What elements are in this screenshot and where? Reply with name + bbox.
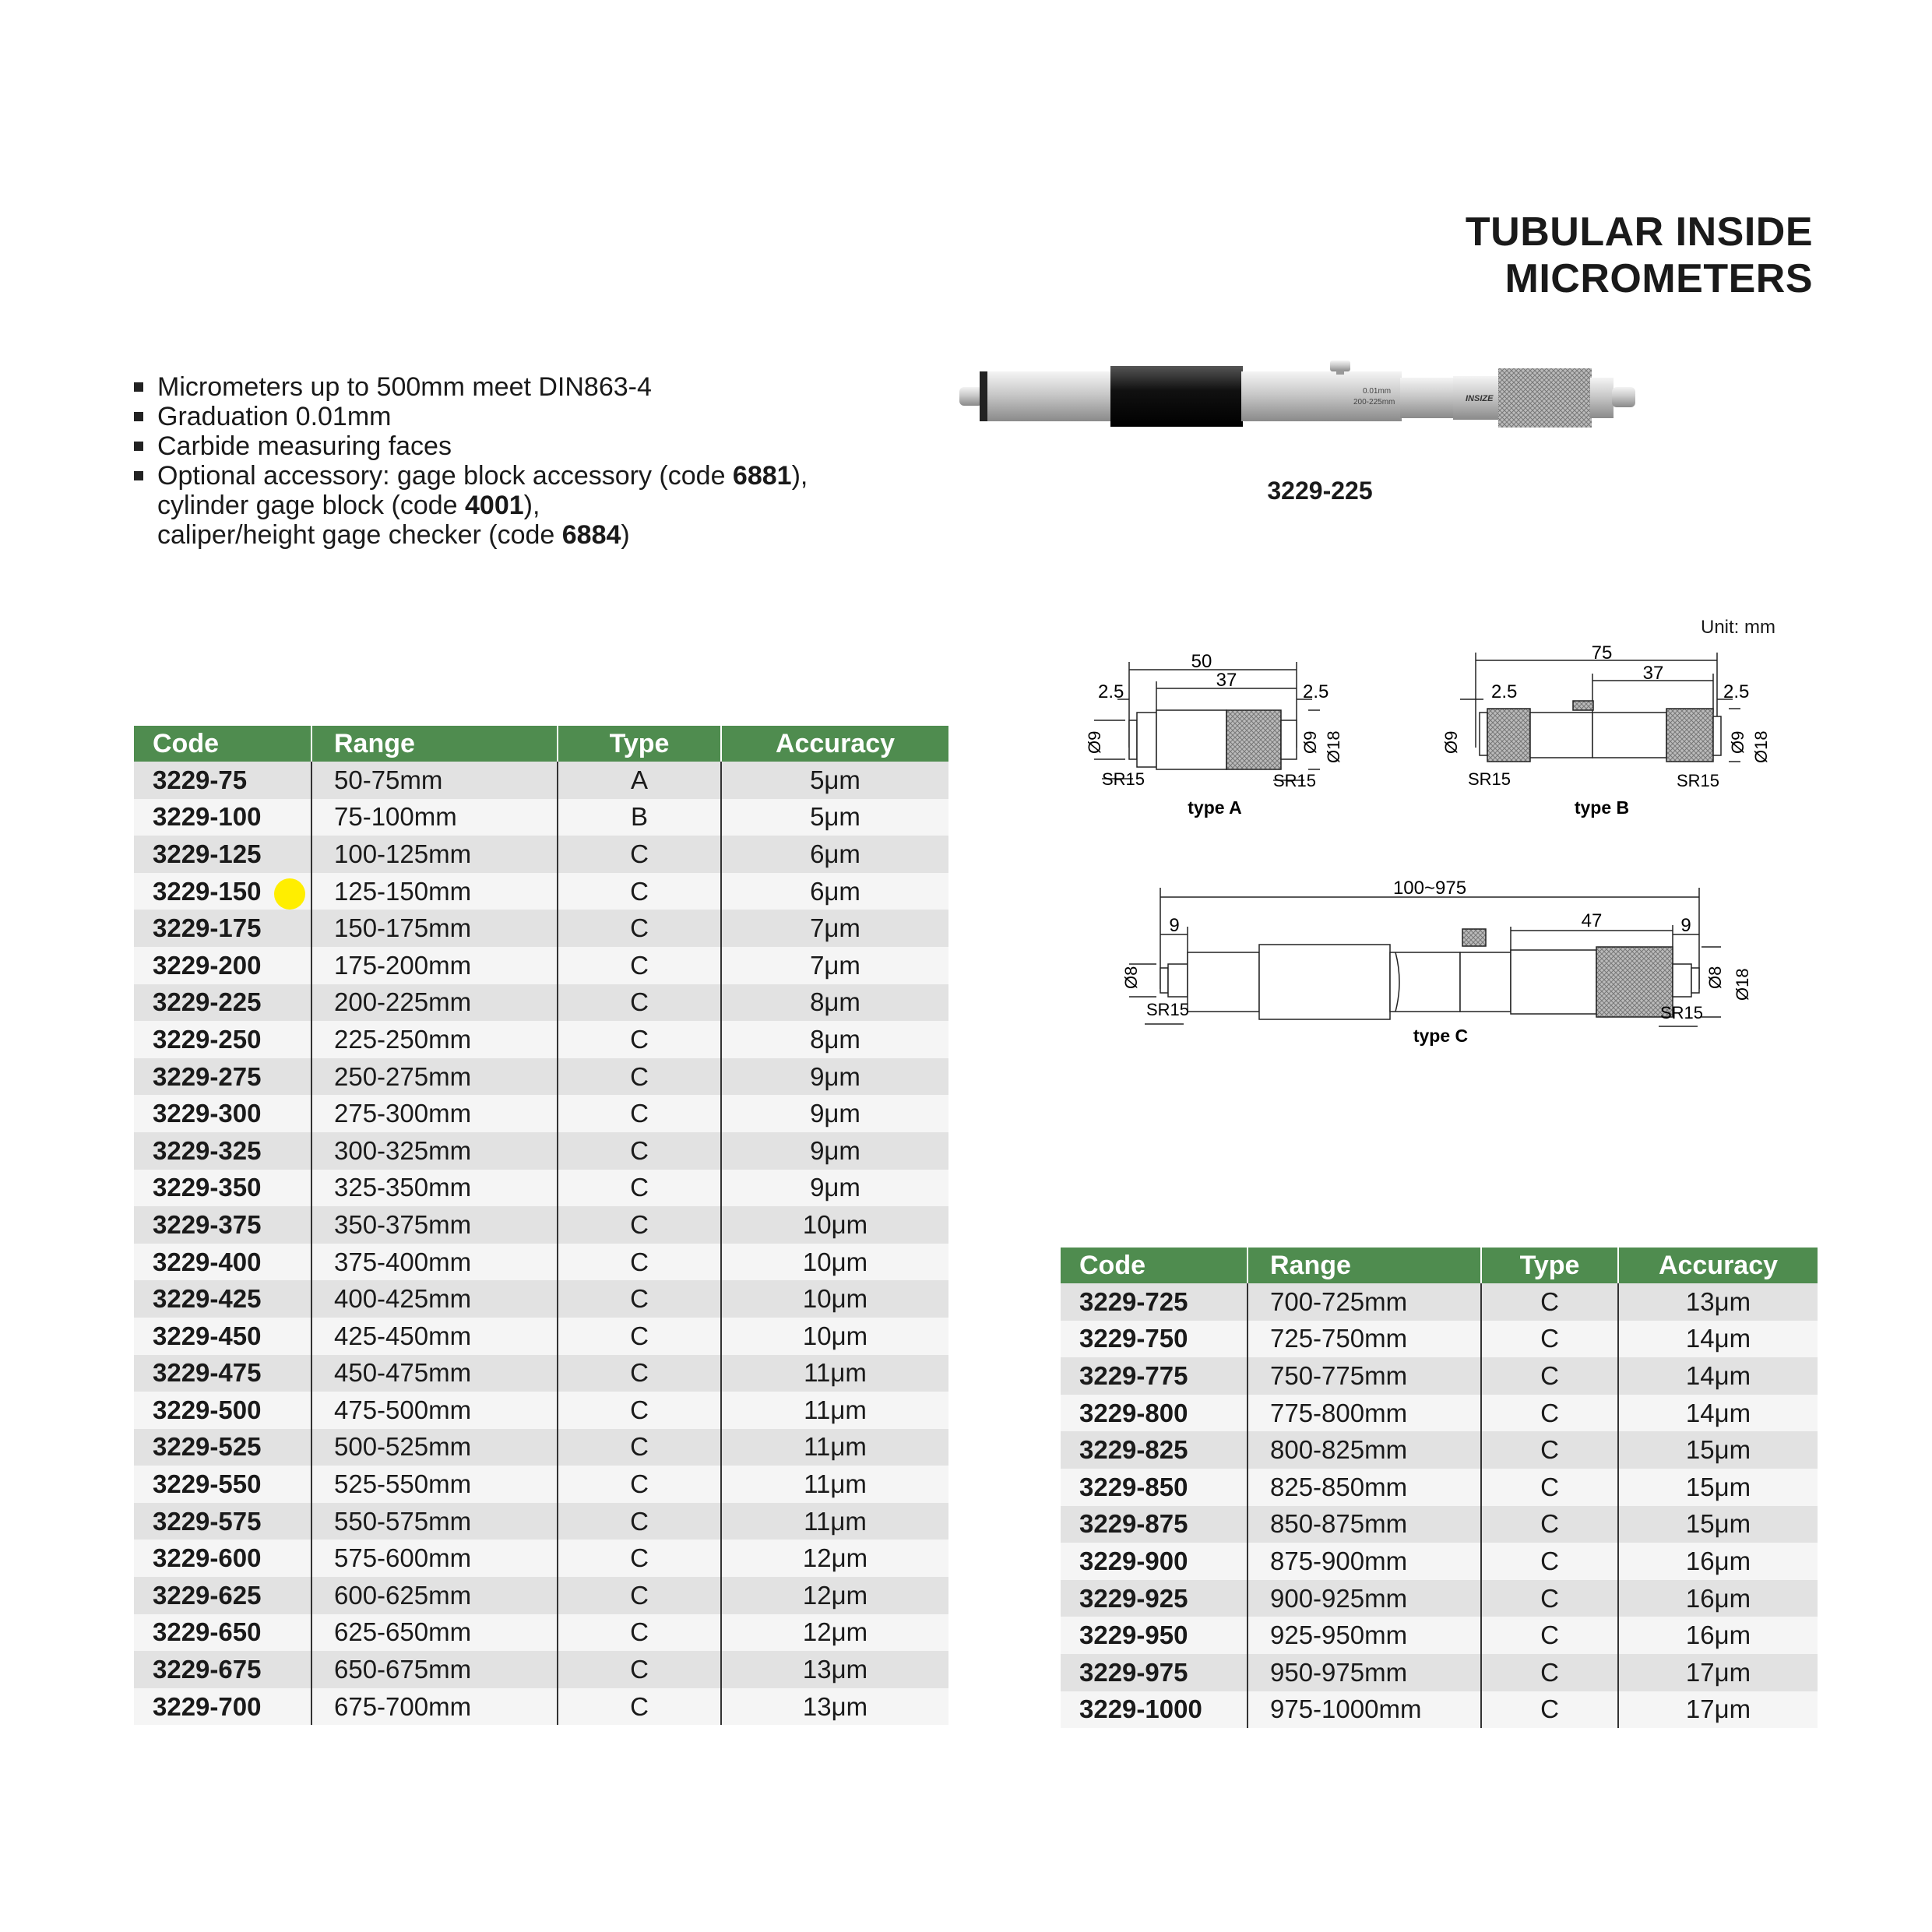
cell-range: 675-700mm xyxy=(311,1688,558,1726)
cell-type: C xyxy=(1481,1283,1618,1321)
cell-accuracy: 10μm xyxy=(721,1244,948,1281)
header-code: Code xyxy=(134,726,311,762)
cell-range: 150-175mm xyxy=(311,910,558,947)
cell-range: 375-400mm xyxy=(311,1244,558,1281)
cell-code: 3229-575 xyxy=(134,1503,311,1540)
cell-type: C xyxy=(1481,1431,1618,1469)
cell-range: 900-925mm xyxy=(1248,1580,1481,1617)
cell-code: 3229-300 xyxy=(134,1095,311,1132)
ratchet xyxy=(1498,368,1592,428)
cell-type: C xyxy=(1481,1357,1618,1395)
cell-accuracy: 11μm xyxy=(721,1429,948,1466)
cell-accuracy: 10μm xyxy=(721,1280,948,1318)
table-row xyxy=(134,1170,948,1207)
table-row xyxy=(1061,1469,1818,1506)
table-row xyxy=(134,1392,948,1429)
feature-list xyxy=(132,372,808,550)
feature-item: Carbide measuring faces xyxy=(132,431,808,461)
svg-text:47: 47 xyxy=(1581,910,1603,931)
cell-range: 650-675mm xyxy=(311,1651,558,1688)
header-range: Range xyxy=(1248,1248,1481,1283)
table-row xyxy=(134,799,948,836)
table-row xyxy=(134,910,948,947)
cell-accuracy: 14μm xyxy=(1618,1357,1818,1395)
table-row xyxy=(134,984,948,1022)
cell-code: 3229-675 xyxy=(134,1651,311,1688)
cell-accuracy: 12μm xyxy=(721,1540,948,1577)
table-row xyxy=(1061,1617,1818,1654)
cell-code: 3229-775 xyxy=(1061,1357,1248,1395)
table-row xyxy=(134,947,948,984)
cell-type: C xyxy=(558,1392,721,1429)
cell-code: 3229-875 xyxy=(1061,1506,1248,1543)
table-header-row xyxy=(134,726,948,762)
cell-type: A xyxy=(558,762,721,799)
cell-code: 3229-200 xyxy=(134,947,311,984)
cell-accuracy: 8μm xyxy=(721,984,948,1022)
cell-type: C xyxy=(1481,1654,1618,1691)
svg-text:100~975: 100~975 xyxy=(1392,878,1467,899)
anvil-tip xyxy=(959,387,983,406)
cell-range: 400-425mm xyxy=(311,1280,558,1318)
cell-accuracy: 6μm xyxy=(721,836,948,873)
diagram-type-b xyxy=(1437,639,1779,825)
svg-text:SR15: SR15 xyxy=(1273,771,1317,790)
cell-type: C xyxy=(558,1614,721,1652)
cell-accuracy: 12μm xyxy=(721,1614,948,1652)
table-row xyxy=(134,1688,948,1726)
cell-accuracy: 14μm xyxy=(1618,1395,1818,1432)
cell-accuracy: 15μm xyxy=(1618,1506,1818,1543)
cell-accuracy: 7μm xyxy=(721,947,948,984)
spec-table-right xyxy=(1061,1248,1818,1728)
cell-range: 700-725mm xyxy=(1248,1283,1481,1321)
table-row xyxy=(134,762,948,799)
cell-code: 3229-525 xyxy=(134,1429,311,1466)
cell-type: C xyxy=(558,1318,721,1355)
table-row xyxy=(134,1206,948,1244)
svg-text:SR15: SR15 xyxy=(1102,769,1145,789)
svg-text:Ø8: Ø8 xyxy=(1121,966,1141,989)
cell-type: C xyxy=(558,1651,721,1688)
table-row xyxy=(134,1095,948,1132)
svg-text:Ø9: Ø9 xyxy=(1300,730,1320,754)
cell-type: C xyxy=(558,1466,721,1503)
cell-type: C xyxy=(558,910,721,947)
table-row xyxy=(134,1429,948,1466)
cell-type: C xyxy=(1481,1580,1618,1617)
cell-type: C xyxy=(1481,1617,1618,1654)
svg-text:Ø18: Ø18 xyxy=(1733,968,1752,1001)
svg-text:37: 37 xyxy=(1216,670,1237,691)
header-code: Code xyxy=(1061,1248,1248,1283)
cell-accuracy: 13μm xyxy=(721,1688,948,1726)
cell-range: 125-150mm xyxy=(311,873,558,910)
cell-type: C xyxy=(558,1058,721,1096)
header-range: Range xyxy=(311,726,558,762)
cell-type: B xyxy=(558,799,721,836)
table-row xyxy=(134,1503,948,1540)
cell-code: 3229-800 xyxy=(1061,1395,1248,1432)
svg-text:Ø9: Ø9 xyxy=(1441,730,1461,754)
header-type: Type xyxy=(1481,1248,1618,1283)
table-row xyxy=(1061,1431,1818,1469)
table-row xyxy=(134,1318,948,1355)
cell-range: 225-250mm xyxy=(311,1021,558,1058)
cell-code: 3229-700 xyxy=(134,1688,311,1726)
table-row xyxy=(134,1355,948,1392)
cell-range: 300-325mm xyxy=(311,1132,558,1170)
cell-type: C xyxy=(558,984,721,1022)
svg-text:37: 37 xyxy=(1642,663,1664,684)
svg-text:Ø18: Ø18 xyxy=(1324,730,1343,763)
cell-range: 250-275mm xyxy=(311,1058,558,1096)
cell-range: 525-550mm xyxy=(311,1466,558,1503)
table-row xyxy=(1061,1654,1818,1691)
cell-range: 500-525mm xyxy=(311,1429,558,1466)
cell-range: 975-1000mm xyxy=(1248,1691,1481,1729)
cell-range: 800-825mm xyxy=(1248,1431,1481,1469)
cell-type: C xyxy=(558,1132,721,1170)
svg-text:9: 9 xyxy=(1680,915,1691,936)
table-row xyxy=(1061,1543,1818,1580)
cell-accuracy: 14μm xyxy=(1618,1321,1818,1358)
cell-range: 325-350mm xyxy=(311,1170,558,1207)
cell-type: C xyxy=(558,1095,721,1132)
cell-accuracy: 8μm xyxy=(721,1021,948,1058)
photo-label: 3229-225 xyxy=(1267,477,1373,505)
cell-code: 3229-125 xyxy=(134,836,311,873)
cell-type: C xyxy=(558,1280,721,1318)
cell-accuracy: 15μm xyxy=(1618,1431,1818,1469)
svg-text:SR15: SR15 xyxy=(1146,1000,1190,1019)
table-header-row xyxy=(1061,1248,1818,1283)
cell-range: 825-850mm xyxy=(1248,1469,1481,1506)
svg-text:75: 75 xyxy=(1591,642,1613,663)
cell-type: C xyxy=(558,947,721,984)
cell-type: C xyxy=(558,1170,721,1207)
cell-type: C xyxy=(558,1503,721,1540)
cell-code: 3229-325 xyxy=(134,1132,311,1170)
cell-range: 750-775mm xyxy=(1248,1357,1481,1395)
diagram-caption: type B xyxy=(1574,797,1630,818)
table-row xyxy=(1061,1691,1818,1729)
cell-type: C xyxy=(558,1429,721,1466)
table-row xyxy=(134,1132,948,1170)
cell-range: 200-225mm xyxy=(311,984,558,1022)
cell-accuracy: 15μm xyxy=(1618,1469,1818,1506)
cell-range: 625-650mm xyxy=(311,1614,558,1652)
cell-range: 50-75mm xyxy=(311,762,558,799)
table-row xyxy=(1061,1357,1818,1395)
table-row xyxy=(1061,1395,1818,1432)
cell-code: 3229-375 xyxy=(134,1206,311,1244)
diagram-type-c xyxy=(1114,872,1768,1059)
table-row xyxy=(134,1577,948,1614)
cell-code: 3229-75 xyxy=(134,762,311,799)
cell-accuracy: 10μm xyxy=(721,1318,948,1355)
table-row xyxy=(1061,1283,1818,1321)
cell-accuracy: 16μm xyxy=(1618,1580,1818,1617)
table-row xyxy=(134,873,948,910)
feature-item: Optional accessory: gage block accessory (code 6881), cylinder gage block (code 4001), caliper/height gage checker (code 6884) xyxy=(132,461,808,550)
cell-range: 75-100mm xyxy=(311,799,558,836)
extension-rod xyxy=(987,371,1112,421)
cell-range: 875-900mm xyxy=(1248,1543,1481,1580)
sleeve xyxy=(1400,378,1455,418)
unit-note: Unit: mm xyxy=(1701,617,1775,638)
cell-code: 3229-1000 xyxy=(1061,1691,1248,1729)
cell-type: C xyxy=(1481,1395,1618,1432)
table-row xyxy=(134,1614,948,1652)
cell-range: 850-875mm xyxy=(1248,1506,1481,1543)
svg-text:50: 50 xyxy=(1191,651,1212,672)
page-title: TUBULAR INSIDE MICROMETERS xyxy=(1465,209,1813,301)
cell-code: 3229-225 xyxy=(134,984,311,1022)
header-accuracy: Accuracy xyxy=(721,726,948,762)
cell-code: 3229-175 xyxy=(134,910,311,947)
cell-accuracy: 11μm xyxy=(721,1355,948,1392)
cell-accuracy: 9μm xyxy=(721,1132,948,1170)
cell-code: 3229-650 xyxy=(134,1614,311,1652)
svg-text:Ø18: Ø18 xyxy=(1751,730,1771,763)
svg-text:200-225mm: 200-225mm xyxy=(1353,398,1395,406)
cell-accuracy: 5μm xyxy=(721,799,948,836)
table-row xyxy=(134,1540,948,1577)
cell-type: C xyxy=(1481,1506,1618,1543)
insulation-grip xyxy=(1110,366,1243,427)
diagram-caption: type C xyxy=(1413,1026,1469,1046)
svg-text:SR15: SR15 xyxy=(1677,771,1720,790)
cell-accuracy: 13μm xyxy=(721,1651,948,1688)
cell-code: 3229-550 xyxy=(134,1466,311,1503)
cell-code: 3229-275 xyxy=(134,1058,311,1096)
table-row xyxy=(1061,1580,1818,1617)
cell-accuracy: 17μm xyxy=(1618,1691,1818,1729)
cell-range: 550-575mm xyxy=(311,1503,558,1540)
cell-accuracy: 11μm xyxy=(721,1503,948,1540)
cell-type: C xyxy=(1481,1691,1618,1729)
cell-accuracy: 5μm xyxy=(721,762,948,799)
svg-text:Ø8: Ø8 xyxy=(1705,966,1725,989)
cell-code: 3229-750 xyxy=(1061,1321,1248,1358)
cell-code: 3229-450 xyxy=(134,1318,311,1355)
cell-code: 3229-900 xyxy=(1061,1543,1248,1580)
cell-range: 475-500mm xyxy=(311,1392,558,1429)
cell-type: C xyxy=(558,1688,721,1726)
cell-accuracy: 11μm xyxy=(721,1466,948,1503)
cell-range: 925-950mm xyxy=(1248,1617,1481,1654)
cell-type: C xyxy=(558,1021,721,1058)
cell-range: 275-300mm xyxy=(311,1095,558,1132)
cell-range: 350-375mm xyxy=(311,1206,558,1244)
svg-text:0.01mm: 0.01mm xyxy=(1363,387,1392,396)
cell-code: 3229-150 xyxy=(134,873,311,910)
svg-text:2.5: 2.5 xyxy=(1098,681,1124,702)
header-accuracy: Accuracy xyxy=(1618,1248,1818,1283)
svg-text:2.5: 2.5 xyxy=(1491,681,1518,702)
cell-accuracy: 13μm xyxy=(1618,1283,1818,1321)
spec-table-left xyxy=(134,726,948,1725)
cell-range: 100-125mm xyxy=(311,836,558,873)
cell-type: C xyxy=(1481,1321,1618,1358)
highlight-marker xyxy=(274,878,305,910)
cell-accuracy: 12μm xyxy=(721,1577,948,1614)
cell-code: 3229-600 xyxy=(134,1540,311,1577)
svg-text:2.5: 2.5 xyxy=(1303,681,1329,702)
brand-logo: INSIZE xyxy=(1466,394,1494,403)
cell-accuracy: 16μm xyxy=(1618,1617,1818,1654)
svg-text:Ø9: Ø9 xyxy=(1728,730,1747,754)
cell-code: 3229-350 xyxy=(134,1170,311,1207)
cell-code: 3229-100 xyxy=(134,799,311,836)
cell-code: 3229-975 xyxy=(1061,1654,1248,1691)
cell-range: 600-625mm xyxy=(311,1577,558,1614)
cell-code: 3229-850 xyxy=(1061,1469,1248,1506)
cell-type: C xyxy=(558,1577,721,1614)
svg-text:SR15: SR15 xyxy=(1660,1003,1704,1022)
cell-type: C xyxy=(558,1540,721,1577)
diagram-caption: type A xyxy=(1188,797,1242,818)
cell-accuracy: 17μm xyxy=(1618,1654,1818,1691)
table-row xyxy=(134,1466,948,1503)
svg-text:2.5: 2.5 xyxy=(1723,681,1750,702)
cell-code: 3229-825 xyxy=(1061,1431,1248,1469)
cell-type: C xyxy=(558,1206,721,1244)
cell-code: 3229-250 xyxy=(134,1021,311,1058)
cell-code: 3229-725 xyxy=(1061,1283,1248,1321)
cell-range: 725-750mm xyxy=(1248,1321,1481,1358)
cell-code: 3229-500 xyxy=(134,1392,311,1429)
cell-range: 425-450mm xyxy=(311,1318,558,1355)
cell-accuracy: 6μm xyxy=(721,873,948,910)
cell-type: C xyxy=(558,836,721,873)
table-row xyxy=(134,1651,948,1688)
cell-accuracy: 7μm xyxy=(721,910,948,947)
cell-type: C xyxy=(1481,1469,1618,1506)
cell-type: C xyxy=(558,1244,721,1281)
table-row xyxy=(134,836,948,873)
micrometer-photo xyxy=(958,354,1682,448)
cell-range: 950-975mm xyxy=(1248,1654,1481,1691)
lock-knob xyxy=(1330,361,1350,371)
cell-code: 3229-950 xyxy=(1061,1617,1248,1654)
cell-accuracy: 9μm xyxy=(721,1058,948,1096)
spindle-tip xyxy=(1612,387,1635,407)
cell-type: C xyxy=(558,873,721,910)
feature-item: Micrometers up to 500mm meet DIN863-4 xyxy=(132,372,808,402)
table-row xyxy=(134,1058,948,1096)
cell-type: C xyxy=(1481,1543,1618,1580)
table-row xyxy=(134,1244,948,1281)
cell-range: 575-600mm xyxy=(311,1540,558,1577)
header-type: Type xyxy=(558,726,721,762)
cell-code: 3229-925 xyxy=(1061,1580,1248,1617)
svg-text:Ø9: Ø9 xyxy=(1085,730,1104,754)
svg-text:9: 9 xyxy=(1169,915,1180,936)
cell-range: 175-200mm xyxy=(311,947,558,984)
diagram-type-a xyxy=(1079,646,1359,825)
cell-accuracy: 16μm xyxy=(1618,1543,1818,1580)
svg-text:SR15: SR15 xyxy=(1468,769,1511,789)
table-row xyxy=(1061,1321,1818,1358)
cell-code: 3229-400 xyxy=(134,1244,311,1281)
cell-accuracy: 10μm xyxy=(721,1206,948,1244)
table-row xyxy=(134,1021,948,1058)
feature-item: Graduation 0.01mm xyxy=(132,402,808,431)
barrel xyxy=(1241,371,1402,421)
cell-accuracy: 9μm xyxy=(721,1095,948,1132)
cell-code: 3229-475 xyxy=(134,1355,311,1392)
cell-range: 450-475mm xyxy=(311,1355,558,1392)
cell-code: 3229-625 xyxy=(134,1577,311,1614)
cell-range: 775-800mm xyxy=(1248,1395,1481,1432)
table-row xyxy=(134,1280,948,1318)
cell-code: 3229-425 xyxy=(134,1280,311,1318)
cell-accuracy: 9μm xyxy=(721,1170,948,1207)
cell-type: C xyxy=(558,1355,721,1392)
table-row xyxy=(1061,1506,1818,1543)
cell-accuracy: 11μm xyxy=(721,1392,948,1429)
